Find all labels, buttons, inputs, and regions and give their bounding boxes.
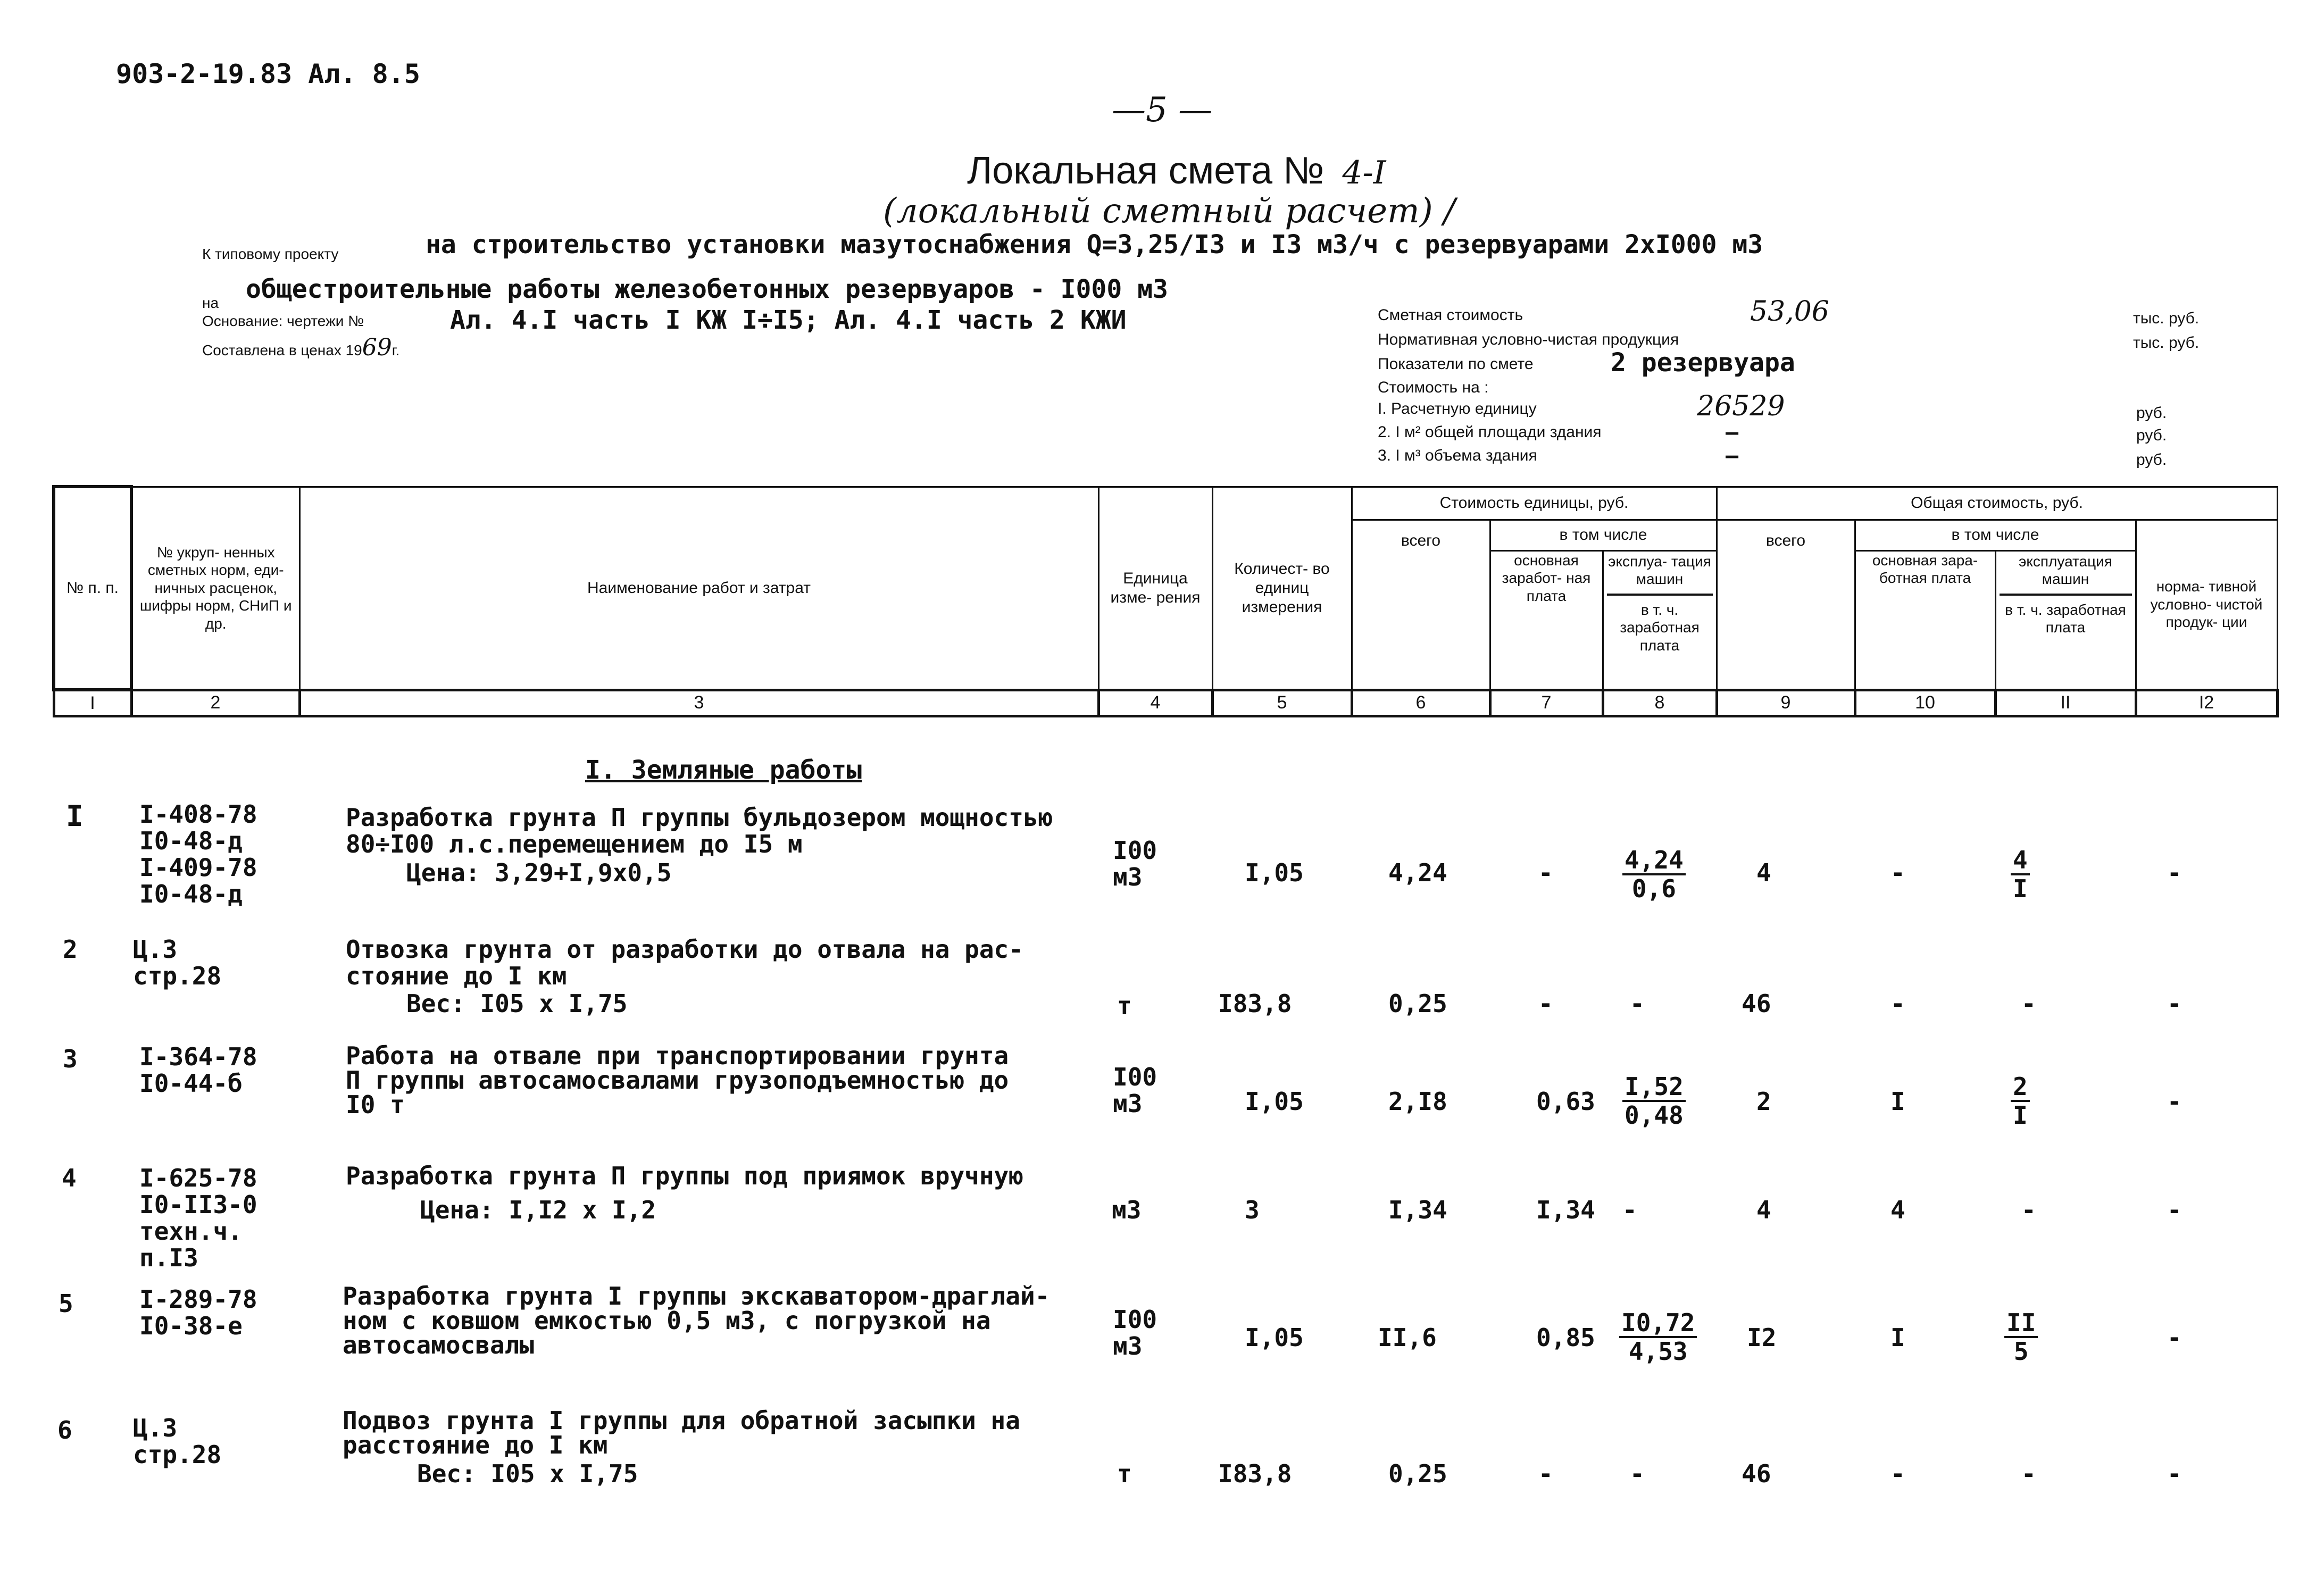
row-unit: т bbox=[1117, 1459, 1132, 1488]
row-c12: - bbox=[2167, 1196, 2182, 1224]
row-c11 bbox=[2011, 847, 2030, 902]
row-c9: 4 bbox=[1756, 858, 1771, 887]
row-qty: 3 bbox=[1245, 1196, 1260, 1224]
name-line: ном с ковшом емкостью 0,5 м3, с погрузкой на bbox=[343, 1306, 991, 1335]
header-c11 bbox=[1995, 550, 2136, 690]
name-line: П группы автосамосвалами грузоподъемностью до bbox=[346, 1066, 1009, 1095]
unit-line: I00 bbox=[1113, 1063, 1157, 1091]
row-c9: 46 bbox=[1742, 1459, 1771, 1488]
row-qty: I,05 bbox=[1245, 1087, 1304, 1116]
code-line: I0-II3-0 bbox=[139, 1190, 257, 1219]
row-qty: I,05 bbox=[1245, 1323, 1304, 1352]
row-unit bbox=[1113, 1306, 1157, 1359]
prices-text: Составлена в ценах 19 bbox=[202, 342, 362, 358]
col-num-12: I2 bbox=[2136, 690, 2277, 716]
row-c10: 4 bbox=[1890, 1196, 1905, 1224]
est-cost-value: 53,06 bbox=[1750, 296, 1829, 328]
row-c9: 4 bbox=[1756, 1196, 1771, 1224]
indicators-label: Показатели по смете bbox=[1378, 355, 1534, 373]
row-code bbox=[139, 1165, 257, 1271]
name-line: расстояние до I км bbox=[343, 1431, 608, 1459]
row-c8: - bbox=[1630, 1459, 1645, 1488]
c8-top: I,52 bbox=[1622, 1073, 1686, 1102]
unit3-unit: руб. bbox=[2136, 451, 2167, 469]
col-num-9: 9 bbox=[1717, 690, 1855, 716]
basis-text: Ал. 4.I часть I КЖ I÷I5; Ал. 4.I часть 2 КЖИ bbox=[450, 305, 1127, 335]
header-c12: норма- тивной условно- чистой продук- ции bbox=[2136, 520, 2277, 690]
row-note: Вес: I05 х I,75 bbox=[406, 989, 628, 1018]
row-c9: 2 bbox=[1756, 1087, 1771, 1116]
row-note: Цена: 3,29+I,9х0,5 bbox=[406, 858, 672, 887]
col-num-6: 6 bbox=[1352, 690, 1490, 716]
page-subtitle: (локальный сметный расчет) / bbox=[883, 191, 1455, 231]
row-c8 bbox=[1622, 1073, 1686, 1129]
unit2-value: – bbox=[1726, 420, 1739, 445]
row-c12: - bbox=[2167, 1459, 2182, 1488]
name-line: стояние до I км bbox=[346, 962, 567, 990]
row-num: 4 bbox=[62, 1164, 77, 1192]
header-c8b: в т. ч. заработная плата bbox=[1620, 601, 1700, 654]
row-c11: - bbox=[2021, 1459, 2036, 1488]
code-line: п.I3 bbox=[139, 1243, 198, 1272]
project-label: К типовому проекту bbox=[202, 246, 339, 262]
name-line: Отвозка грунта от разработки до отвала на рас- bbox=[346, 935, 1023, 964]
row-c6: I,34 bbox=[1388, 1196, 1447, 1224]
row-c6: 0,25 bbox=[1388, 1459, 1447, 1488]
row-code bbox=[139, 801, 257, 907]
header-c8a: эксплуа- тация машин bbox=[1607, 552, 1713, 596]
basis-label: Основание: чертежи № bbox=[202, 313, 364, 329]
row-c10: I bbox=[1890, 1087, 1905, 1116]
row-unit bbox=[1113, 837, 1157, 890]
name-line: Подвоз грунта I группы для обратной засыпки на bbox=[343, 1406, 1020, 1435]
code-line: I-408-78 bbox=[139, 800, 257, 829]
row-c6: II,6 bbox=[1378, 1323, 1437, 1352]
row-code bbox=[133, 1415, 221, 1468]
title-number: 4-I bbox=[1342, 154, 1386, 191]
header-incl2: в том числе bbox=[1855, 520, 2136, 550]
row-code bbox=[139, 1286, 257, 1339]
name-line: I0 т bbox=[346, 1090, 405, 1119]
c8-bottom: 4,53 bbox=[1628, 1337, 1688, 1366]
on-label: на bbox=[202, 295, 219, 311]
unit-line: м3 bbox=[1113, 1089, 1143, 1118]
unit3-value: – bbox=[1726, 444, 1739, 468]
header-qty: Количест- во единиц измерения bbox=[1212, 487, 1352, 690]
est-cost-unit: тыс. руб. bbox=[2133, 310, 2200, 327]
code-line: Ц.3 bbox=[133, 935, 178, 964]
code-line: I-364-78 bbox=[139, 1042, 257, 1071]
unit1-value: 26529 bbox=[1697, 390, 1785, 422]
name-line: автосамосвалы bbox=[343, 1331, 535, 1359]
code-line: Ц.3 bbox=[133, 1414, 178, 1442]
row-num: 3 bbox=[63, 1045, 78, 1073]
row-c7: - bbox=[1538, 989, 1553, 1018]
code-line: I0-48-д bbox=[139, 880, 243, 908]
estimate-table-header bbox=[52, 485, 2279, 717]
row-qty: I,05 bbox=[1245, 858, 1304, 887]
header-c11b: в т. ч. заработная плата bbox=[2005, 601, 2126, 636]
name-line: 80÷I00 л.с.перемещением до I5 м bbox=[346, 830, 803, 858]
unit-line: м3 bbox=[1113, 863, 1143, 891]
unit2-label: 2. I м² общей площади здания bbox=[1378, 423, 1602, 441]
row-code bbox=[133, 936, 221, 989]
header-total-cost: Общая стоимость, руб. bbox=[1717, 487, 2277, 520]
c11-top: 4 bbox=[2011, 847, 2030, 875]
project-text: на строительство установки мазутоснабжения Q=3,25/I3 и I3 м3/ч с резервуарами 2хI000 м3 bbox=[426, 230, 1763, 260]
col-num-10: 10 bbox=[1855, 690, 1995, 716]
prices-year: 69 bbox=[362, 334, 392, 361]
indicators-value: 2 резервуара bbox=[1611, 348, 1795, 378]
prices-suffix: г. bbox=[392, 342, 400, 358]
row-c12: - bbox=[2167, 1087, 2182, 1116]
row-name bbox=[346, 1163, 1023, 1189]
code-line: I0-48-д bbox=[139, 826, 243, 855]
row-note: Цена: I,I2 х I,2 bbox=[420, 1196, 656, 1224]
row-c12: - bbox=[2167, 1323, 2182, 1352]
row-c10: - bbox=[1890, 858, 1905, 887]
prices-label bbox=[202, 334, 399, 361]
unit-line: м3 bbox=[1113, 1332, 1143, 1360]
norm-unit: тыс. руб. bbox=[2133, 334, 2200, 352]
c8-top: 4,24 bbox=[1622, 847, 1686, 875]
row-c7: - bbox=[1538, 858, 1553, 887]
header-c11a: эксплуатация машин bbox=[2000, 552, 2132, 596]
row-c11: - bbox=[2021, 1196, 2036, 1224]
header-c7: основная заработ- ная плата bbox=[1490, 550, 1603, 690]
col-num-4: 4 bbox=[1098, 690, 1212, 716]
row-c11: - bbox=[2021, 989, 2036, 1018]
row-name bbox=[346, 804, 1053, 857]
page-title bbox=[967, 149, 1386, 193]
c8-top: I0,72 bbox=[1619, 1309, 1697, 1338]
row-c10: - bbox=[1890, 989, 1905, 1018]
col-num-11: II bbox=[1995, 690, 2136, 716]
row-c8: - bbox=[1622, 1196, 1637, 1224]
header-unit-cost: Стоимость единицы, руб. bbox=[1352, 487, 1717, 520]
row-c8: - bbox=[1630, 989, 1645, 1018]
header-c10: основная зара- ботная плата bbox=[1855, 550, 1995, 690]
unit-line: I00 bbox=[1113, 1305, 1157, 1334]
header-c6: всего bbox=[1352, 520, 1490, 690]
row-c7: I,34 bbox=[1536, 1196, 1595, 1224]
row-c7: 0,85 bbox=[1536, 1323, 1595, 1352]
est-cost-label: Сметная стоимость bbox=[1378, 306, 1523, 324]
code-line: I0-38-е bbox=[139, 1312, 243, 1340]
c11-top: II bbox=[2004, 1309, 2038, 1338]
row-num: 5 bbox=[59, 1289, 73, 1318]
c11-bottom: 5 bbox=[2013, 1337, 2029, 1366]
document-code: 903-2-19.83 Ал. 8.5 bbox=[116, 59, 420, 89]
row-c6: 4,24 bbox=[1388, 858, 1447, 887]
row-c10: - bbox=[1890, 1459, 1905, 1488]
name-line: Разработка грунта I группы экскаватором-драглай- bbox=[343, 1282, 1050, 1310]
row-name bbox=[346, 936, 1023, 989]
unit2-unit: руб. bbox=[2136, 427, 2167, 444]
row-c6: 2,I8 bbox=[1388, 1087, 1447, 1116]
row-unit bbox=[1113, 1064, 1157, 1117]
header-name: Наименование работ и затрат bbox=[299, 487, 1098, 690]
unit3-label: 3. I м³ объема здания bbox=[1378, 447, 1537, 464]
row-note: Вес: I05 х I,75 bbox=[417, 1459, 638, 1488]
col-num-7: 7 bbox=[1490, 690, 1603, 716]
row-c7: 0,63 bbox=[1536, 1087, 1595, 1116]
header-code: № укруп- ненных сметных норм, еди- ничных расценок, шифры норм, СНиП и др. bbox=[131, 487, 299, 690]
name-line: Работа на отвале при транспортировании грунта bbox=[346, 1041, 1009, 1070]
row-c12: - bbox=[2167, 989, 2182, 1018]
cost-per-label: Стоимость на : bbox=[1378, 379, 1489, 396]
row-c9: 46 bbox=[1742, 989, 1771, 1018]
row-c6: 0,25 bbox=[1388, 989, 1447, 1018]
row-num: 6 bbox=[57, 1416, 72, 1444]
col-num-3: 3 bbox=[299, 690, 1098, 716]
row-c11 bbox=[2011, 1073, 2030, 1129]
unit1-label: I. Расчетную единицу bbox=[1378, 400, 1537, 417]
name-line: Разработка грунта П группы бульдозером мощностью bbox=[346, 803, 1053, 832]
title-text: Локальная смета № bbox=[967, 149, 1325, 192]
row-c11 bbox=[2004, 1309, 2038, 1365]
c11-bottom: I bbox=[2013, 1101, 2028, 1130]
header-unit: Единица изме- рения bbox=[1098, 487, 1212, 690]
col-num-1: I bbox=[54, 690, 131, 716]
code-line: I-409-78 bbox=[139, 853, 257, 882]
row-c7: - bbox=[1538, 1459, 1553, 1488]
header-incl: в том числе bbox=[1490, 520, 1717, 550]
c11-bottom: I bbox=[2013, 874, 2028, 903]
header-c8 bbox=[1603, 550, 1717, 690]
norm-label: Нормативная условно-чистая продукция bbox=[1378, 331, 1679, 348]
c11-top: 2 bbox=[2011, 1073, 2030, 1102]
section-title: I. Земляные работы bbox=[585, 755, 862, 785]
row-num: 2 bbox=[63, 935, 78, 964]
code-line: I-625-78 bbox=[139, 1164, 257, 1192]
unit-line: I00 bbox=[1113, 836, 1157, 865]
header-num: № п. п. bbox=[54, 487, 131, 690]
row-qty: I83,8 bbox=[1218, 989, 1292, 1018]
header-c9: всего bbox=[1717, 520, 1855, 690]
page-number: —5 — bbox=[1112, 90, 1213, 130]
row-unit: т bbox=[1117, 991, 1132, 1020]
code-line: I0-44-б bbox=[139, 1069, 243, 1098]
row-name bbox=[343, 1408, 1020, 1457]
row-name bbox=[346, 1043, 1009, 1117]
row-c9: I2 bbox=[1747, 1323, 1777, 1352]
row-name bbox=[343, 1284, 1049, 1357]
col-num-2: 2 bbox=[131, 690, 299, 716]
code-line: стр.28 bbox=[133, 1440, 222, 1469]
row-c10: I bbox=[1890, 1323, 1905, 1352]
row-code bbox=[139, 1043, 257, 1097]
unit1-unit: руб. bbox=[2136, 404, 2167, 422]
col-num-5: 5 bbox=[1212, 690, 1352, 716]
row-unit: м3 bbox=[1112, 1196, 1142, 1224]
code-line: стр.28 bbox=[133, 962, 222, 990]
row-num: I bbox=[66, 799, 84, 833]
row-c12: - bbox=[2167, 858, 2182, 887]
code-line: техн.ч. bbox=[139, 1217, 243, 1246]
c8-bottom: 0,48 bbox=[1625, 1101, 1684, 1130]
row-c8 bbox=[1619, 1309, 1697, 1365]
row-qty: I83,8 bbox=[1218, 1459, 1292, 1488]
code-line: I-289-78 bbox=[139, 1285, 257, 1314]
row-c8 bbox=[1622, 847, 1686, 902]
c8-bottom: 0,6 bbox=[1631, 874, 1676, 903]
on-text: общестроительные работы железобетонных резервуаров - I000 м3 bbox=[246, 274, 1168, 304]
col-num-8: 8 bbox=[1603, 690, 1717, 716]
name-line: Разработка грунта П группы под приямок вручную bbox=[346, 1162, 1023, 1190]
